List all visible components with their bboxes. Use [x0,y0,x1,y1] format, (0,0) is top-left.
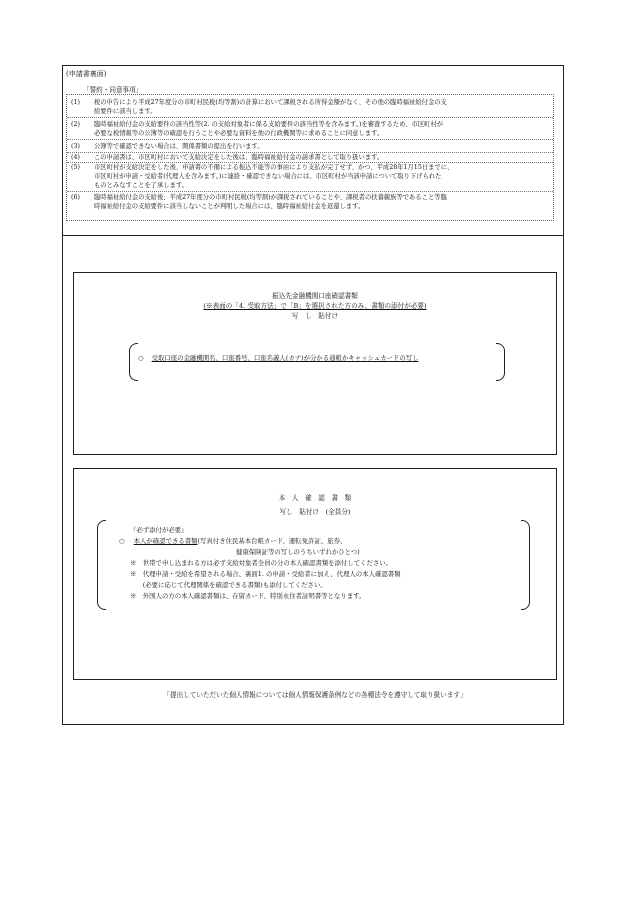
identity-note: ※ 世帯で申し込まれる方は必ず支給対象者全員の分の本人確認書類を添付してください。 [130,559,393,567]
bank-note: (※表面の「4. 受取方法」で「B」を選択された方のみ、書類の添付が必要) [203,302,427,310]
identity-note: ※ 代理申請・受給を希望される場合、裏面1. の申請・受給者に加え、代理人の本人確認書類 [130,570,401,578]
identity-paste-label: 写し 貼付け (全員分) [279,508,351,516]
pledge-list: (1) 税の申告により平成27年度分の市町村民税(均等割)の計算において課税される所得金額がなく、その他の臨時福祉給付金の支 給要件に該当します。 (2) 臨時福祉給付金の支給要件の該当性等(2. の支給対象者に係る支給要件の該当性等を含みます。)を審査するため、市区町村が 必要な税情報等の公簿等の確認を行うことや必要な資料を他の行政機関等に求めることに同意します。 (3) 公簿等で確認できない場合は、関係書類の提出を行います。 (4) この申請書は、市区町村において支給決定をした後は、臨時福祉給付金の請求書として取り扱います。 (5) 市区町村が支給決定をした後、申請書の不備による振込不能等の事由により支払が完了せず、かつ、平成28年1月15日までに、 市区町村が申請・受給者(代理人を含みます。)に連絡・確認できない場合には、市区町村が当該申請について取り下げられた ものとみなすことを了承します。 (6) 臨時福祉給付金の支給後、平成27年度分の市町村民税(均等割)が課税されていることや、課税者の扶養親族等であること等臨 時福祉給付金の支給要件に該当しないことが判明した場合には、臨時福祉給付金を返還します。 [66,94,554,221]
identity-title: 本 人 確 認 書 類 [278,494,352,502]
right-bracket [521,520,530,610]
identity-note: ※ 外国人の方の本人確認書類は、在留カード、特別永住者証明書等となります。 [130,592,366,600]
identity-document-paste-area [73,468,557,680]
bank-title: 振込先金融機関口座確認書類 [272,292,358,300]
identity-item-cont: 健康保険証等の写しのうちいずれかひとつ) [236,548,360,556]
page-header: (申請書裏面) [66,70,107,78]
section-divider [62,235,564,236]
bank-paste-label: 写 し 貼付け [291,312,339,320]
privacy-footer: 「提出していただいた個人情報については個人情報保護条例などの各種法令を遵守して取り扱います」 [163,691,467,699]
identity-item: ○ 本人が確認できる書類(写真付き住民基本台帳カード、運転免許証、旅券、 [119,537,347,545]
left-bracket [129,343,138,381]
required-label: 『必ず添付が必要』 [130,526,188,534]
left-bracket [97,520,106,610]
bank-document-paste-area [73,272,557,455]
pledge-title: 「誓約・同意事項」 [83,86,143,94]
bank-item: ○ 受取口座の金融機関名、口座番号、口座名義人(カナ)が分かる通帳かキャッシュカードの写し [138,354,419,362]
bullet-circle-icon: ○ [119,537,125,545]
bullet-circle-icon: ○ [138,354,144,362]
identity-note: (必要に応じて代理関係を確認できる書類)も添付してください。 [130,581,327,589]
right-bracket [496,343,505,381]
